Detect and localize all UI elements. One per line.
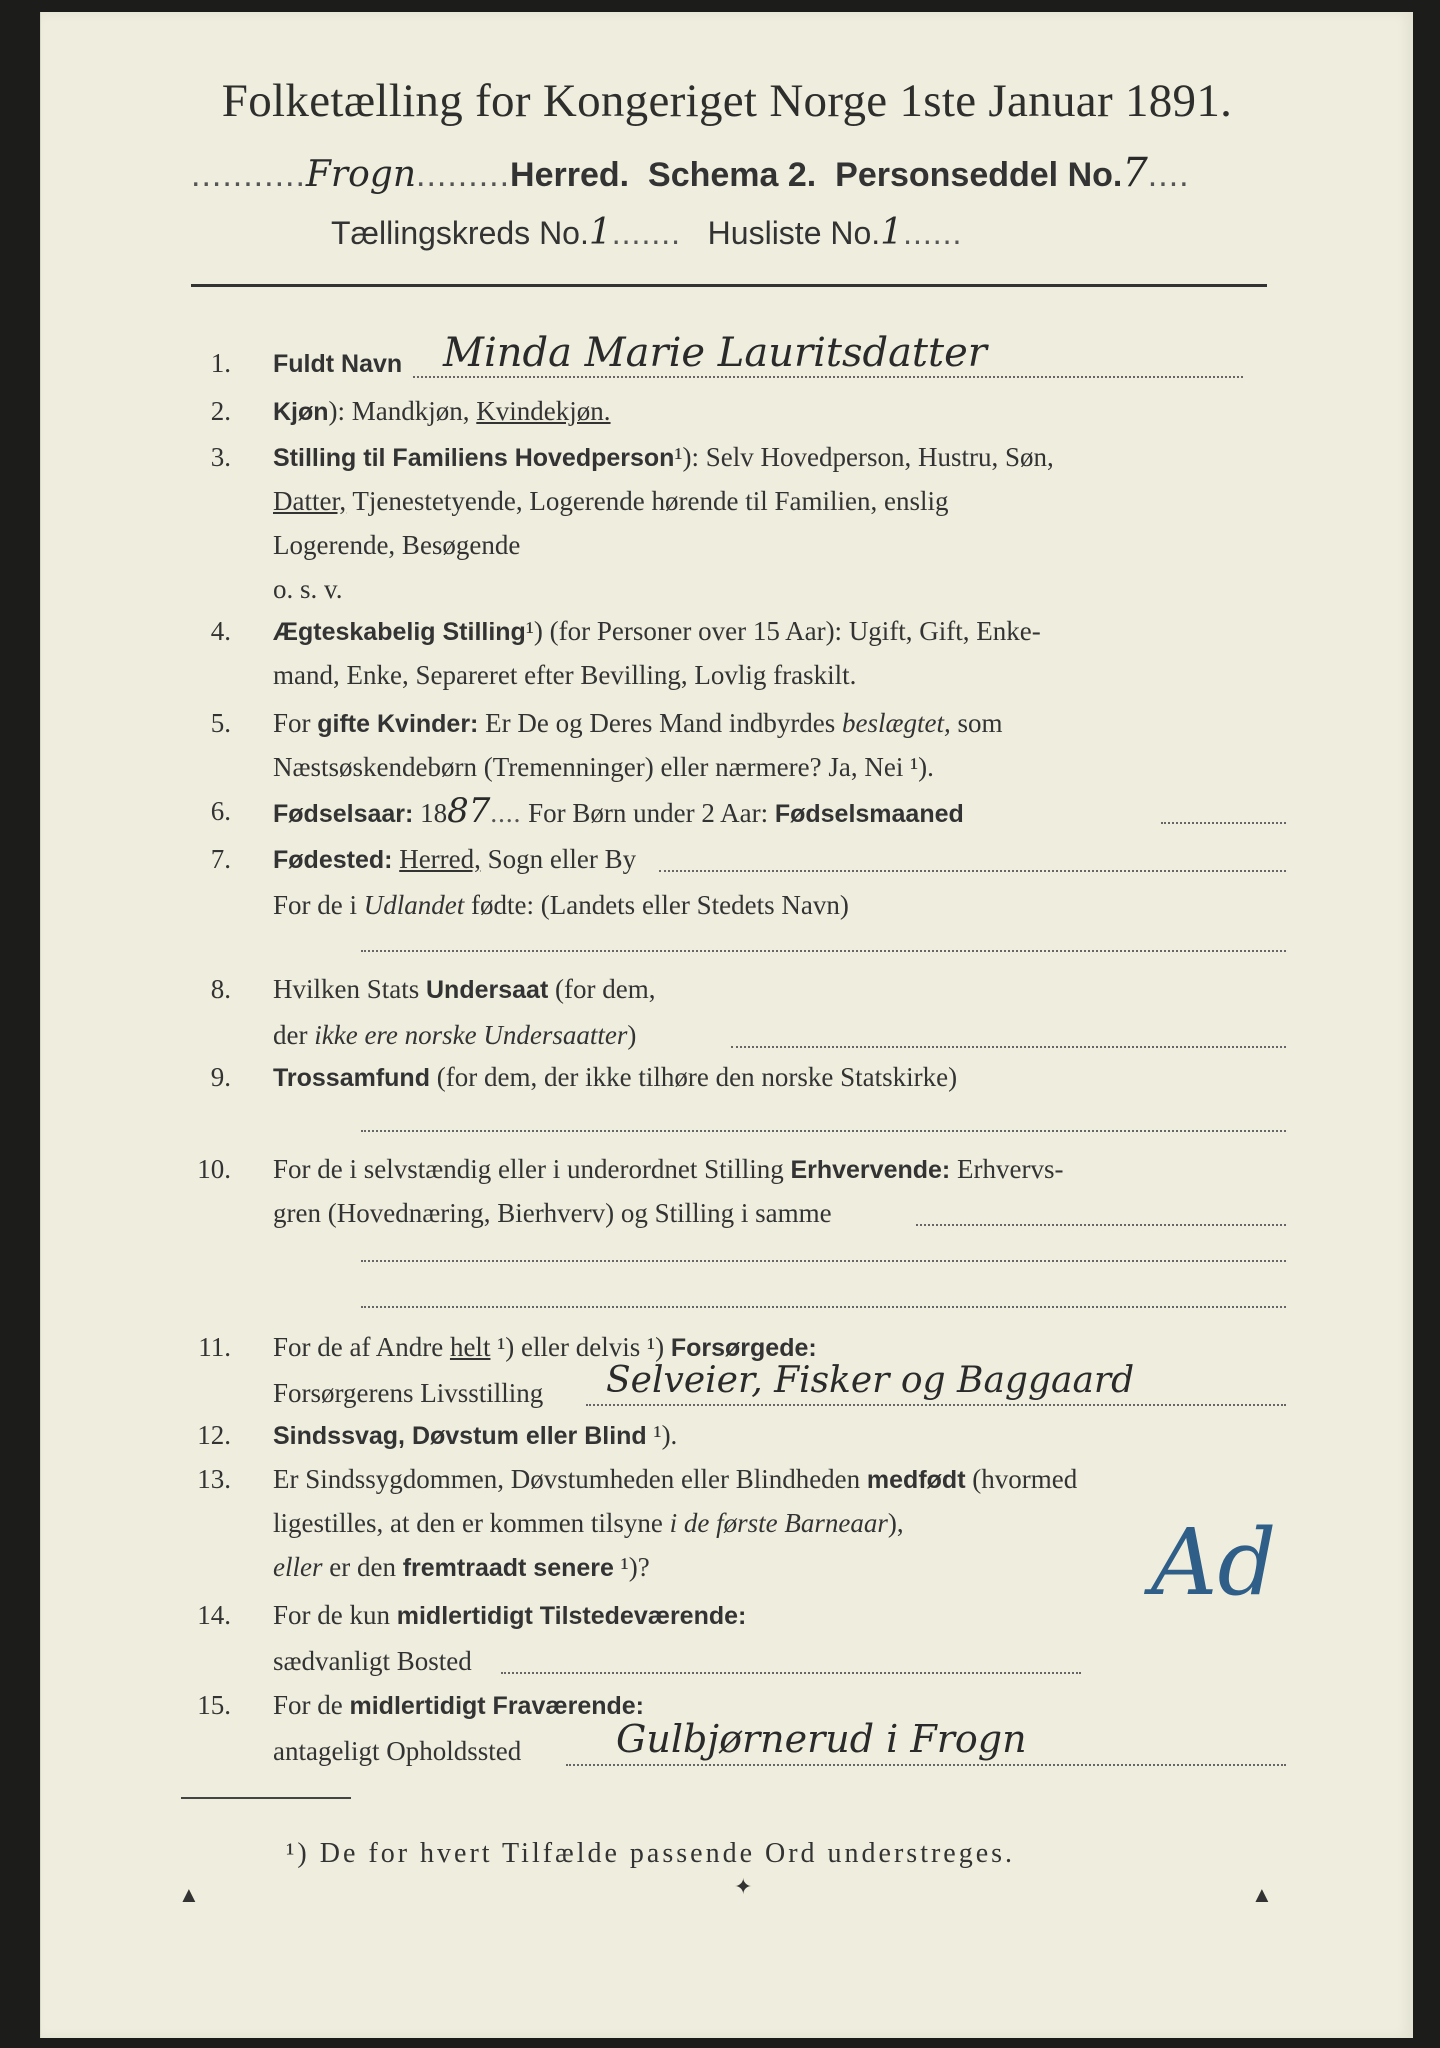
- dotted-fill-line: [731, 1046, 1286, 1048]
- handwritten-birth-year: 87: [447, 791, 491, 831]
- item-number: 7.: [210, 844, 231, 874]
- item-text: [273, 1148, 1293, 1191]
- item-text-line-2: antageligt Opholdssted: [273, 1736, 522, 1766]
- item-rest: ¹) (for Personer over 15 Aar): Ugift, Gift, Enke-: [525, 616, 1041, 646]
- item-rest: For de i selvstændig eller i underordnet Stilling: [273, 1154, 791, 1184]
- handwritten-blue-mark: Ad: [1151, 1509, 1277, 1616]
- form-title: Folketælling for Kongeriget Norge 1ste Januar 1891.: [221, 75, 1233, 127]
- item-text-line-3: [273, 1546, 1293, 1589]
- item-10-occupation: [181, 1148, 1301, 1266]
- italic-word: ikke ere norske Undersaatter: [314, 1020, 628, 1050]
- item-5-married-women: [181, 702, 1301, 790]
- herred-value: Frogn: [305, 154, 417, 195]
- registration-mark-center: ✦: [734, 1874, 753, 1899]
- item-rest: fødte: (Landets eller Stedets Navn): [464, 890, 849, 920]
- kreds-value: 1: [588, 212, 612, 253]
- item-15-temporary-absent: [181, 1684, 1301, 1774]
- footnote: ¹) De for hvert Tilfælde passende Ord understreges.: [286, 1838, 1016, 1869]
- item-label: Kjøn: [273, 398, 329, 426]
- item-number: 5.: [210, 708, 231, 738]
- personseddel-label: Personseddel No.: [835, 156, 1123, 194]
- item-rest: Er De og Deres Mand indbyrdes: [478, 708, 843, 738]
- item-text-line-4: o. s. v.: [273, 574, 343, 604]
- item-text: [273, 390, 1293, 433]
- item-number: 6.: [210, 796, 231, 826]
- item-text: [273, 1458, 1293, 1501]
- item-text: [273, 702, 1293, 745]
- item-label: Fuldt Navn: [273, 350, 403, 378]
- italic-word: eller: [273, 1552, 323, 1582]
- dotted-leader: ......: [903, 215, 963, 251]
- item-label: Undersaat: [426, 976, 549, 1004]
- dotted-leader: .........: [416, 156, 511, 194]
- dotted-fill-line: [413, 376, 1243, 378]
- item-rest: som: [950, 708, 1003, 738]
- item-label: Ægteskabelig Stilling: [273, 618, 526, 646]
- item-text: [273, 790, 1293, 835]
- header-line-herred: [191, 150, 1190, 196]
- item-1-name: [181, 330, 1301, 384]
- item-label: midlertidigt Fraværende:: [349, 1692, 644, 1720]
- item-label: Sindssvag, Døvstum eller Blind: [273, 1422, 647, 1450]
- census-form-sheet: [40, 12, 1413, 2038]
- item-number: 4.: [210, 616, 231, 646]
- item-4-marital-status: [181, 610, 1301, 698]
- item-label: Fødested:: [273, 846, 393, 874]
- item-number: 3.: [210, 442, 231, 472]
- item-number: 13.: [197, 1464, 231, 1494]
- item-rest: ): Mandkjøn,: [328, 396, 470, 426]
- item-text-line-2: [273, 1014, 1293, 1056]
- item-rest: ): [627, 1020, 637, 1050]
- item-rest: ¹)?: [613, 1552, 650, 1582]
- dotted-fill-line: [586, 1404, 1286, 1406]
- italic-word: beslægtet,: [842, 708, 951, 738]
- item-label: Erhvervende:: [790, 1156, 951, 1184]
- italic-word: i de første Barneaar: [669, 1508, 888, 1538]
- dotted-fill-line: [361, 1306, 1286, 1308]
- item-text-line-2: gren (Hovednæring, Bierhverv) og Stilling i samme: [273, 1198, 832, 1228]
- item-label: Fødselsaar:: [273, 800, 414, 828]
- item-text: [273, 1594, 1293, 1637]
- item-label: Forsørgede:: [670, 1334, 817, 1362]
- handwritten-residence: Gulbjørnerud i Frogn: [616, 1717, 1027, 1761]
- item-text: [273, 968, 1293, 1011]
- item-8-citizenship: [181, 968, 1301, 1056]
- item-text: [273, 838, 1293, 881]
- registration-mark-left: ▲: [178, 1882, 200, 1907]
- item-rest: der: [273, 1020, 315, 1050]
- item-rest: For de af Andre: [273, 1332, 450, 1362]
- item-rest: For: [273, 708, 318, 738]
- item-text-line-2: [273, 1502, 1293, 1544]
- item-text: [273, 436, 1293, 479]
- item-rest: ligestilles, at den er kommen tilsyne: [273, 1508, 670, 1538]
- dotted-fill-line: [361, 950, 1286, 952]
- year-prefix: 18: [413, 798, 448, 828]
- item-number: 2.: [210, 396, 231, 426]
- item-rest: (for dem,: [548, 974, 656, 1004]
- item-14-temporary-present: [181, 1594, 1301, 1682]
- item-label: fremtraadt senere: [402, 1554, 614, 1582]
- item-rest: (for dem, der ikke tilhøre den norske Statskirke): [429, 1062, 958, 1092]
- item-rest: For de: [273, 1690, 350, 1720]
- underlined-choice: Datter,: [273, 486, 347, 516]
- registration-mark-right: ▲: [1251, 1882, 1273, 1907]
- handwritten-full-name: Minda Marie Lauritsdatter: [443, 330, 987, 376]
- dotted-fill-line: [361, 1130, 1286, 1132]
- item-number: 11.: [198, 1332, 231, 1362]
- item-text-line-2: Næstsøskendebørn (Tremenninger) eller nærmere? Ja, Nei ¹).: [273, 752, 934, 782]
- item-rest: Sogn eller By: [480, 844, 637, 874]
- item-rest: Erhvervs-: [950, 1154, 1064, 1184]
- husliste-value: 1: [880, 212, 904, 253]
- dotted-leader: .......: [611, 215, 681, 251]
- dotted-fill-line: [659, 870, 1286, 872]
- item-rest: ¹): Selv Hovedperson, Hustru, Søn,: [674, 442, 1054, 472]
- item-text-line-2: [273, 884, 1293, 926]
- dotted-leader: ....: [490, 798, 522, 828]
- item-6-birth-year: [181, 790, 1301, 834]
- schema-label: Schema 2.: [648, 156, 817, 194]
- item-number: 8.: [210, 974, 231, 1004]
- item-9-religion: [181, 1056, 1301, 1136]
- item-text-line-2: Forsørgerens Livsstilling: [273, 1378, 544, 1408]
- handwritten-provider-occupation: Selveier, Fisker og Baggaard: [606, 1360, 1135, 1401]
- item-number: 15.: [197, 1690, 231, 1720]
- item-12-disability: [181, 1414, 1301, 1458]
- footnote-rule: [181, 1797, 351, 1799]
- item-rest: (hvormed: [965, 1464, 1078, 1494]
- item-text: [273, 1414, 1293, 1457]
- item-11-dependents: [181, 1326, 1301, 1414]
- dotted-fill-line: [916, 1224, 1286, 1226]
- item-rest: ¹).: [646, 1420, 678, 1450]
- item-7-birthplace: [181, 838, 1301, 968]
- dotted-fill-line: [566, 1764, 1286, 1766]
- item-rest: For de i: [273, 890, 364, 920]
- kreds-label: Tællingskreds No.: [331, 215, 589, 251]
- dotted-fill-line: [1161, 822, 1286, 824]
- underlined-choice: Kvindekjøn.: [476, 396, 611, 426]
- item-label: midlertidigt Tilstedeværende:: [396, 1602, 747, 1630]
- item-rest: Hvilken Stats: [273, 974, 426, 1004]
- item-rest: For Børn under 2 Aar:: [521, 798, 775, 828]
- item-rest: ),: [887, 1508, 904, 1538]
- husliste-label: Husliste No.: [707, 215, 881, 251]
- item-number: 9.: [210, 1062, 231, 1092]
- item-text-line-3: Logerende, Besøgende: [273, 530, 521, 560]
- item-rest: er den: [322, 1552, 403, 1582]
- item-rest: For de kun: [273, 1600, 397, 1630]
- dotted-fill-line: [501, 1672, 1081, 1674]
- dotted-leader: ....: [1147, 156, 1190, 194]
- item-text: [273, 1056, 1293, 1099]
- dotted-fill-line: [361, 1260, 1286, 1262]
- header-line-kreds: [331, 212, 962, 253]
- italic-word: Udlandet: [363, 890, 465, 920]
- item-label: Stilling til Familiens Hovedperson: [273, 444, 675, 472]
- item-number: 14.: [197, 1600, 231, 1630]
- item-label: medfødt: [866, 1466, 966, 1494]
- item-text-line-2: sædvanligt Bosted: [273, 1646, 472, 1676]
- item-rest: ¹) eller delvis ¹): [490, 1332, 671, 1362]
- item-rest: Er Sindssygdommen, Døvstumheden eller Blindheden: [273, 1464, 867, 1494]
- header-rule: [191, 284, 1267, 287]
- herred-label: Herred.: [510, 156, 630, 194]
- item-number: 10.: [197, 1154, 231, 1184]
- item-2-sex: [181, 390, 1301, 432]
- underlined-choice: Herred,: [399, 844, 481, 874]
- item-text-line-2: [273, 480, 1293, 522]
- item-rest: Tjenestetyende, Logerende hørende til Familien, enslig: [346, 486, 949, 516]
- personseddel-value: 7: [1122, 150, 1148, 196]
- item-3-family-position: [181, 436, 1301, 606]
- item-text-line-2: mand, Enke, Separeret efter Bevilling, Lovlig fraskilt.: [273, 660, 857, 690]
- item-label: Trossamfund: [273, 1064, 430, 1092]
- underlined-choice: helt: [449, 1332, 491, 1362]
- dotted-leader: ...........: [191, 156, 306, 194]
- item-label: Fødselsmaaned: [774, 800, 964, 828]
- item-text: [273, 610, 1293, 653]
- item-label: gifte Kvinder:: [317, 710, 479, 738]
- item-number: 1.: [210, 348, 231, 378]
- item-number: 12.: [197, 1420, 231, 1450]
